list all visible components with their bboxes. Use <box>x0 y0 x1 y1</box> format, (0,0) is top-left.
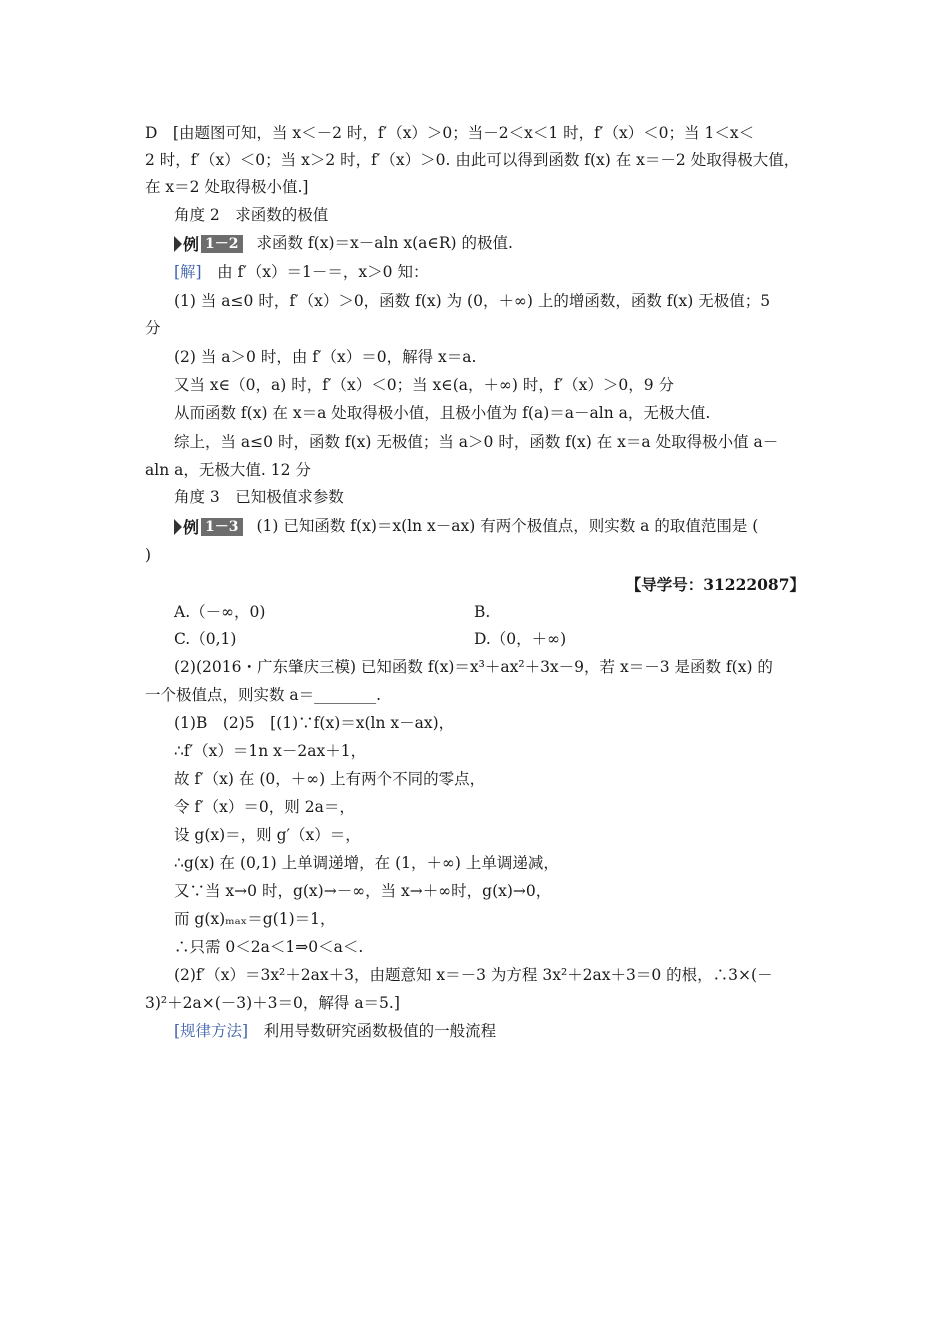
option-b: B. <box>474 603 491 621</box>
text-line: 分 <box>145 319 161 337</box>
option-c: C.（0,1) <box>174 630 237 648</box>
triangle-icon <box>174 519 182 535</box>
text-line: ) <box>145 546 152 564</box>
solution-text: 由 f′（x）＝1－＝，x＞0 知： <box>217 263 429 281</box>
text-line: 一个极值点，则实数 a＝________. <box>145 686 382 704</box>
example-label: 例 <box>183 234 200 254</box>
solution-tag: [解] <box>174 263 202 281</box>
example-number: 1－2 <box>201 235 242 253</box>
option-d: D.（0，＋∞) <box>474 630 567 648</box>
method-tag: [规律方法] <box>174 1022 249 1040</box>
method-text: 利用导数研究函数极值的一般流程 <box>263 1022 497 1040</box>
section-heading: 角度 3 已知极值求参数 <box>174 488 344 506</box>
text-line: 又∵当 x→0 时，g(x)→－∞，当 x→＋∞时，g(x)→0， <box>174 882 552 900</box>
solution-line <box>174 259 844 286</box>
example-number: 1－3 <box>201 518 242 536</box>
text-line: 2 时，f′（x）＜0；当 x＞2 时，f′（x）＞0. 由此可以得到函数 f(x) 在 x＝－2 处取得极大值， <box>145 151 800 169</box>
text-line: aln a，无极大值. 12 分 <box>145 461 311 479</box>
text-line: (2) 当 a＞0 时，由 f′（x）＝0，解得 x＝a. <box>174 348 477 366</box>
text-line: 而 g(x)ₘₐₓ＝g(1)＝1， <box>174 910 336 928</box>
text-line: 又当 x∈（0，a) 时，f′（x）＜0；当 x∈(a，＋∞) 时，f′（x）＞0，9 分 <box>174 376 675 394</box>
example-line <box>174 513 844 541</box>
example-text: (1) 已知函数 f(x)＝x(ln x－ax) 有两个极值点，则实数 a 的取值范围是 ( <box>256 517 759 535</box>
section-heading: 角度 2 求函数的极值 <box>174 206 329 224</box>
text-line: ∴g(x) 在 (0,1) 上单调递增，在 (1，＋∞) 上单调递减， <box>174 854 559 872</box>
text-line: 令 f′（x）＝0，则 2a＝， <box>174 798 355 816</box>
guide-number: 【导学号：31222087】 <box>625 575 805 594</box>
text-line: 从而函数 f(x) 在 x＝a 处取得极小值，且极小值为 f(a)＝a－aln a，无极大值. <box>174 404 711 422</box>
text-line: ∴只需 0＜2a＜1⇒0＜a＜. <box>174 938 364 956</box>
text-line: 故 f′（x) 在 (0，＋∞) 上有两个不同的零点， <box>174 770 486 788</box>
text-line: D [由题图可知，当 x＜－2 时，f′（x）＞0；当－2＜x＜1 时，f′（x）＜0；当 1＜x＜ <box>145 124 755 142</box>
text-line: 综上，当 a≤0 时，函数 f(x) 无极值；当 a＞0 时，函数 f(x) 在 x＝a 处取得极小值 a－ <box>174 433 779 451</box>
text-line: ∴f′（x）＝1n x－2ax＋1， <box>174 742 367 760</box>
example-badge <box>174 231 243 258</box>
method-line <box>174 1018 844 1045</box>
text-line: 在 x＝2 处取得极小值.] <box>145 178 309 196</box>
example-line <box>174 230 844 258</box>
text-line: (2)f′（x）＝3x²＋2ax＋3，由题意知 x＝－3 为方程 3x²＋2ax＋3＝0 的根，∴3×(－ <box>174 966 773 984</box>
text-line: (1)B (2)5 [(1)∵f(x)＝x(ln x－ax)， <box>174 714 455 732</box>
example-label: 例 <box>183 517 200 537</box>
option-a: A.（－∞，0) <box>174 603 266 621</box>
text-line: (2)(2016・广东肇庆三模) 已知函数 f(x)＝x³＋ax²＋3x－9，若 x＝－3 是函数 f(x) 的 <box>174 658 773 676</box>
text-line: (1) 当 a≤0 时，f′（x）＞0，函数 f(x) 为 (0，＋∞) 上的增函数，函数 f(x) 无极值；5 <box>174 292 771 310</box>
triangle-icon <box>174 236 182 252</box>
example-badge <box>174 514 243 541</box>
text-line: 设 g(x)＝，则 g′（x）＝， <box>174 826 361 844</box>
text-line: 3)²＋2a×(－3)＋3＝0，解得 a＝5.] <box>145 994 400 1012</box>
example-text: 求函数 f(x)＝x－aln x(a∈R) 的极值. <box>256 234 513 252</box>
